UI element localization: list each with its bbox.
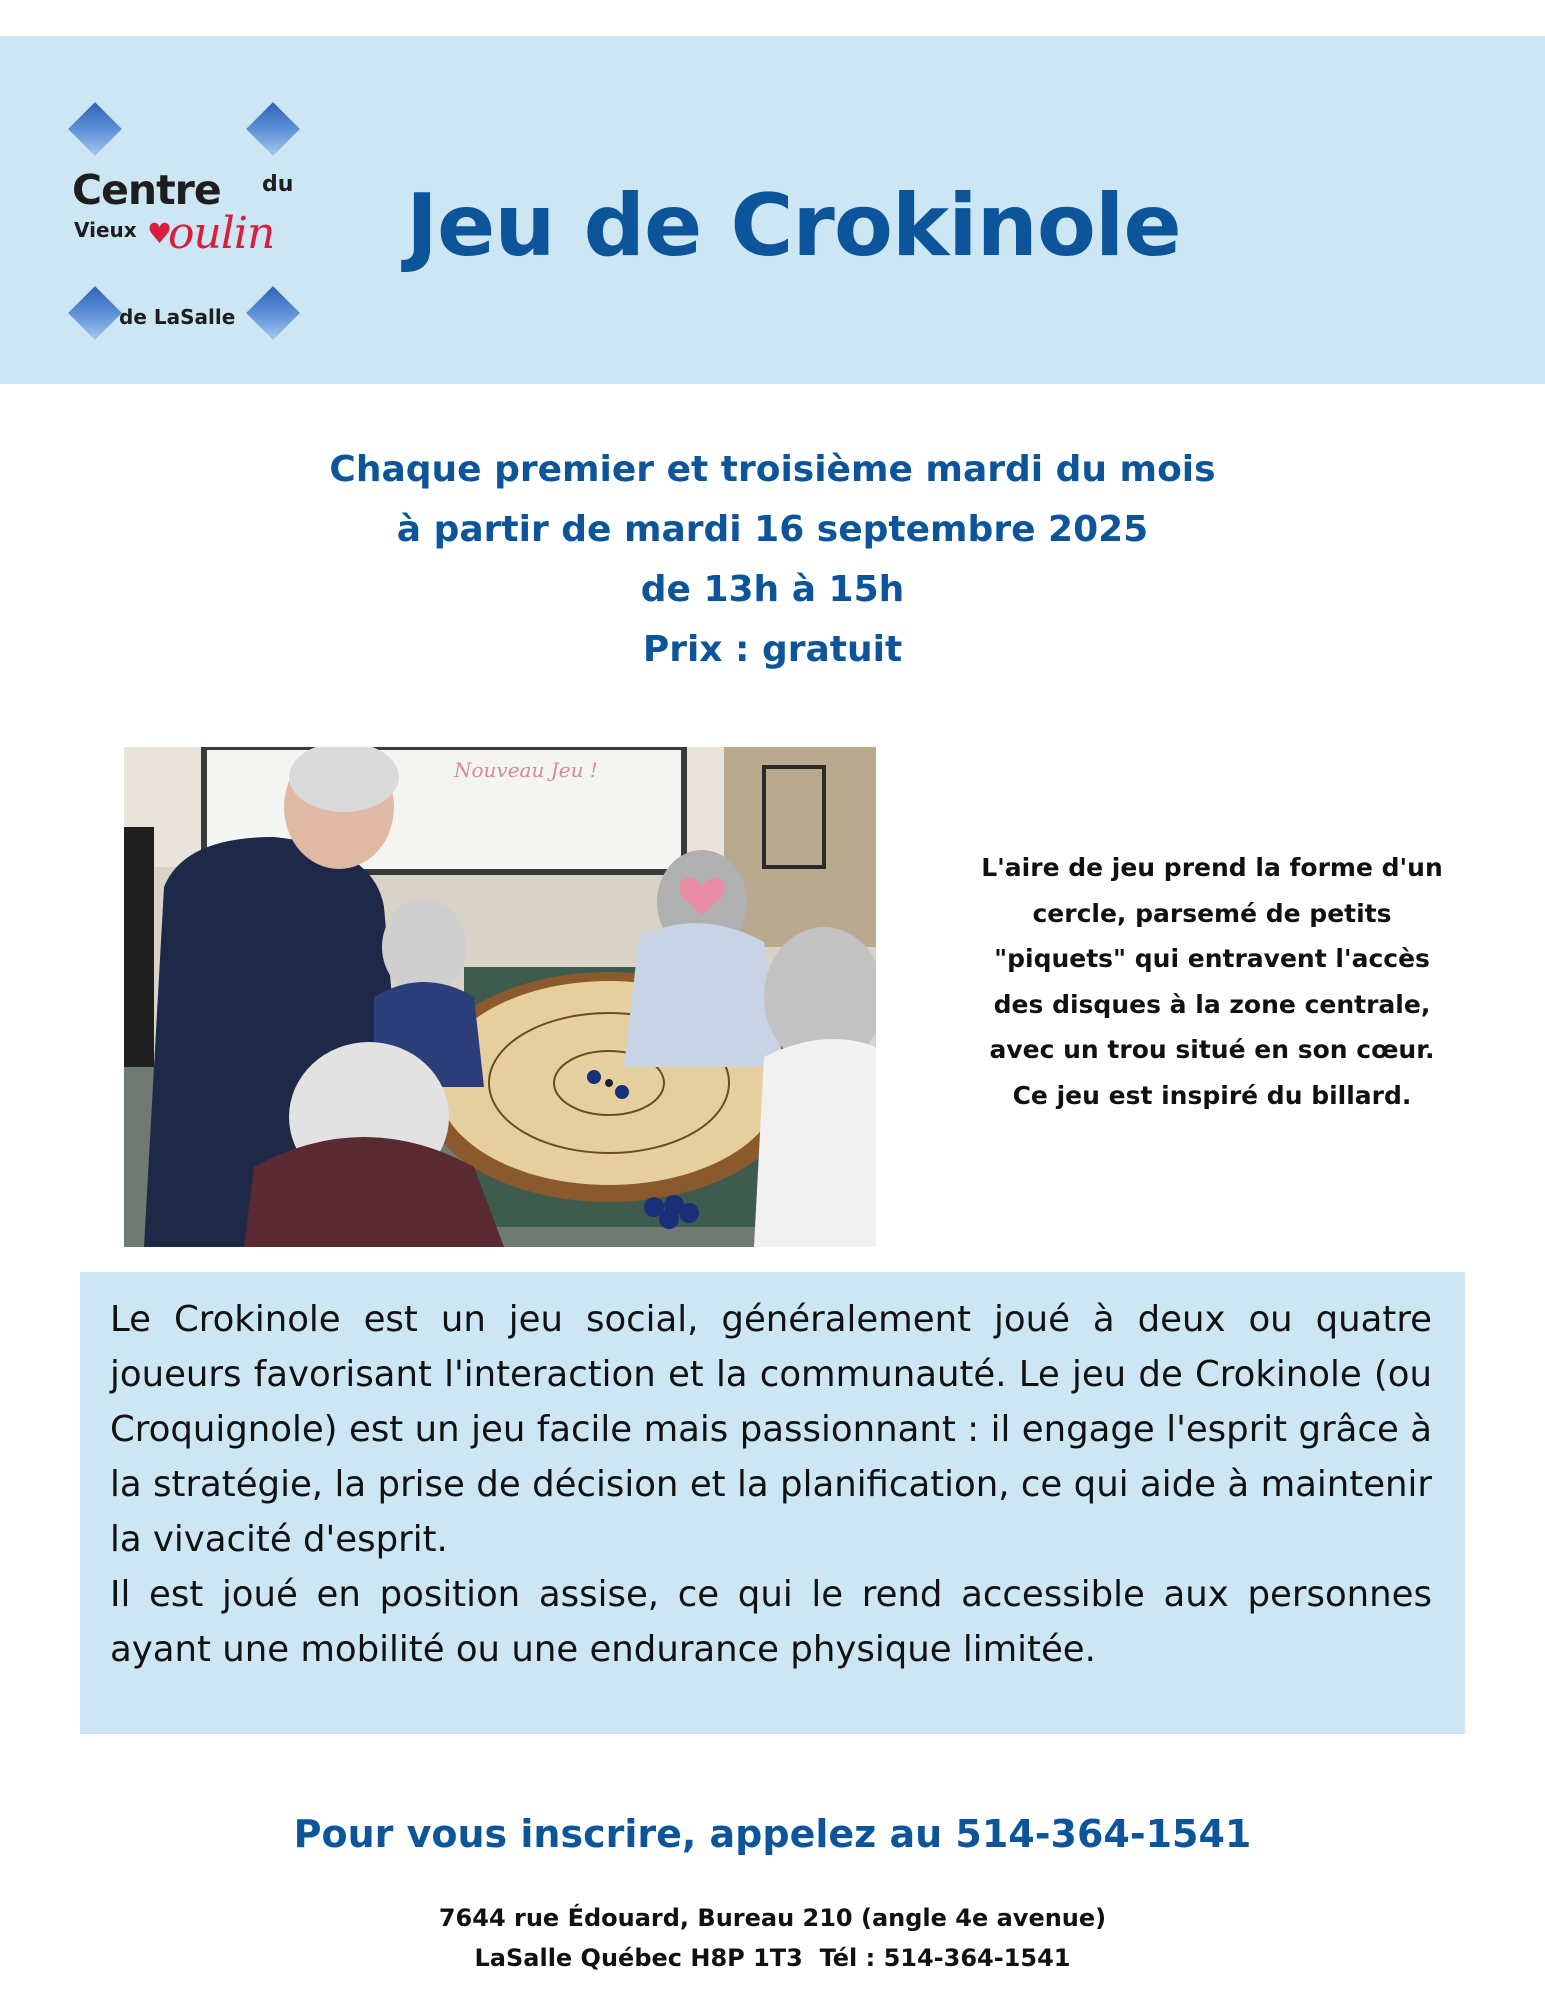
info-paragraph-1 [110,1292,1432,1677]
description-line: avec un trou situé en son cœur. [989,1035,1435,1064]
footer-street: 7644 rue Édouard, Bureau 210 (angle 4e avenue) [438,1904,1107,1932]
logo-diamond-top-left [68,102,122,156]
logo-lasalle-text: de LaSalle [119,305,236,329]
board-description [912,845,1512,1118]
footer-address [0,1898,1545,1978]
description-line: Ce jeu est inspiré du billard. [1012,1080,1412,1110]
schedule-hours: de 13h à 15h [640,569,905,610]
logo-centre-text: Centre [72,166,221,214]
info-box [80,1272,1465,1734]
schedule-price: Prix : gratuit [642,629,903,670]
crokinole-photo-illustration [124,747,876,1247]
schedule-start-date: à partir de mardi 16 septembre 2025 [396,509,1149,550]
whiteboard-text: Nouveau Jeu ! [454,758,598,782]
page-title: Jeu de Crokinole [406,176,1181,276]
logo-diamond-bottom-right [246,286,300,340]
logo-heart-icon: ♥ [147,217,173,250]
schedule-block [0,440,1545,680]
logo-du-text: du [262,172,294,197]
centre-logo [64,100,324,340]
schedule-frequency: Chaque premier et troisième mardi du mois [329,449,1216,490]
info-paragraph-1-text: Le Crokinole est un jeu social, généralement joué à deux ou quatre joueurs favorisant l'interaction et la communauté. Le jeu de Crokinole (ou Croquignole) est un jeu facile mais passionnant : il engage l'esprit grâce à la stratégie, la prise de décision et la planification, ce qui aide à maintenir la vivacité d'esprit. [110,1299,1432,1560]
logo-diamond-bottom-left [68,286,122,340]
description-line: des disques à la zone centrale, [993,989,1431,1019]
description-line: L'aire de jeu prend la forme d'un [981,853,1443,882]
description-line: cercle, parsemé de petits [1032,898,1392,928]
logo-moulin-text: oulin [168,208,275,259]
logo-vieux-text: Vieux [74,218,137,242]
footer-city-phone: LaSalle Québec H8P 1T3 Tél : 514-364-1541 [474,1944,1071,1972]
description-line: "piquets" qui entravent l'accès [994,944,1430,973]
crokinole-photo [124,747,876,1247]
info-paragraph-2-text: Il est joué en position assise, ce qui le rend accessible aux personnes ayant une mobilité ou une endurance physique limitée. [110,1574,1432,1670]
logo-diamond-top-right [246,102,300,156]
registration-call-to-action: Pour vous inscrire, appelez au 514-364-1541 [293,1812,1252,1856]
